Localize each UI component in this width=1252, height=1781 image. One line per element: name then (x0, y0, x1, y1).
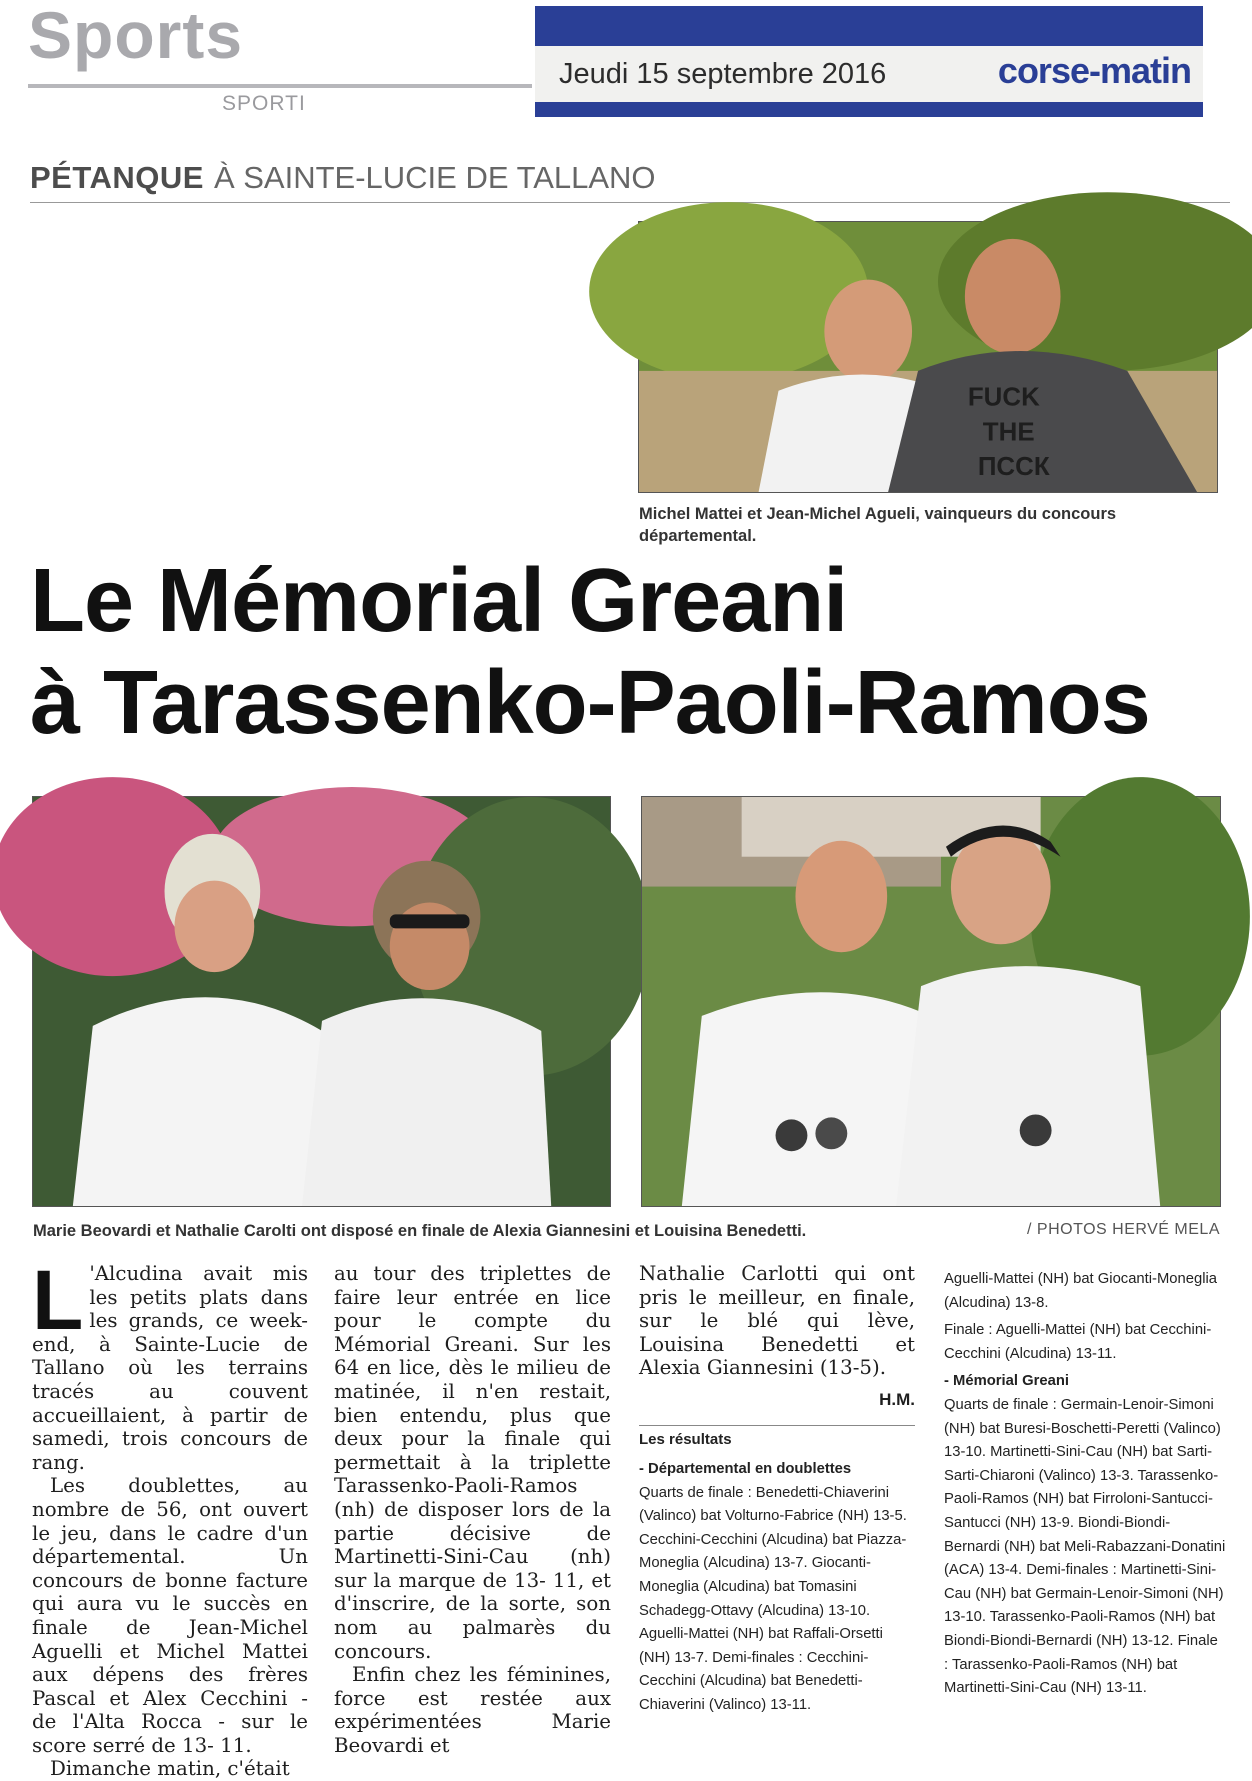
article-column-3 (639, 1262, 915, 1412)
kicker-place: À SAINTE-LUCIE DE TALLANO (213, 160, 656, 195)
masthead-section-corsican: SPORTI (222, 92, 306, 115)
article-paragraph-2: Les doublettes, au nombre de 56, ont ouvert le jeu, dans le cadre d'un départemental. Un concours de bonne facture qui aura vu le succès en finale de Jean-Michel Aguelli et Michel Mattei aux dépens des frères Pascal et Alex Cecchini - de l'Alta Rocca - sur le score serré de 13- 11. (32, 1474, 308, 1757)
results-column-4 (944, 1268, 1226, 1701)
results-mem-heading: - Mémorial Greani (944, 1373, 1069, 1390)
photo-caption-main: Marie Beovardi et Nathalie Carolti ont disposé en finale de Alexia Giannesini et Louisina Benedetti. (33, 1222, 807, 1240)
results-dep-heading: - Départemental en doublettes (639, 1461, 852, 1477)
article-paragraph-4-cont: Nathalie Carlotti qui ont pris le meilleur, en finale, sur le blé qui lève, Louisina Benedetti et Alexia Giannesini (13-5). (639, 1262, 915, 1380)
article-paragraph-3-cont: au tour des triplettes de faire leur entrée en lice pour le compte du Mémorial Greani. Sur les 64 en lice, dès le milieu de matinée, il n'en restait, bien entendu, plus que deux pour la finale qui permettait à la triplette Tarassenko-Paoli-Ramos (nh) de disposer lors de la partie décisive de Martinetti-Sini-Cau (nh) sur la marque de 13- 11, et d'inscrire, de la sorte, son nom au palmarès du concours. (334, 1262, 611, 1663)
svg-text:THE: THE (982, 418, 1035, 447)
article-column-2 (334, 1262, 611, 1757)
results-dep-final: Finale : Aguelli-Mattei (NH) bat Cecchini-Cecchini (Alcudina) 13-11. (944, 1322, 1212, 1362)
headline-line-1: Le Mémorial Greani (30, 551, 848, 651)
headline (30, 550, 1220, 754)
article-signature: H.M. (879, 1389, 915, 1409)
article-column-1 (32, 1253, 308, 1781)
date-band (535, 6, 1203, 117)
headline-line-2: à Tarassenko-Paoli-Ramos (30, 653, 1150, 753)
article-paragraph-1: L 'Alcudina avait mis les petits plats dans les grands, ce week-end, à Sainte-Lucie de Tallano où les terrains tracés au couvent accueillaient, à partir de samedi, trois concours de rang. (32, 1253, 308, 1474)
photo-caption-top: Michel Mattei et Jean-Michel Agueli, vainqueurs du concours départemental. (639, 505, 1117, 546)
svg-text:ПССК: ПССК (977, 453, 1050, 482)
photo-women-finalists (32, 796, 611, 1207)
photo-credit: / PHOTOS HERVÉ MELA (1027, 1221, 1220, 1238)
newspaper-logo: corse-matin (997, 50, 1191, 91)
results-column-3 (639, 1458, 915, 1718)
masthead-section: Sports (28, 0, 244, 72)
results-title: Les résultats (639, 1431, 732, 1448)
photo-young-finalists (641, 796, 1221, 1207)
issue-date: Jeudi 15 septembre 2016 (559, 58, 887, 90)
results-dep-text: Quarts de finale : Benedetti-Chiaverini (Valinco) bat Volturno-Fabrice (NH) 13-5. Cecchini-Cecchini (Alcudina) bat Piazza-Moneglia (Alcudina) 13-7. Giocanti-Moneglia (Alcudina) bat Tomasini Schadegg-Ottavy (Alcudina) 13-10. Aguelli-Mattei (NH) bat Raffali-Orsetti (NH) 13-7. Demi-finales : Cecchini-Cecchini (Alcudina) bat Benedetti-Chiaverini (Valinco) 13-11. (639, 1484, 907, 1713)
dropcap: L (32, 1253, 84, 1347)
kicker-sport: PÉTANQUE (30, 160, 204, 195)
svg-text:FUCK: FUCK (967, 383, 1040, 412)
masthead-rule (28, 84, 532, 88)
photo-winners-men (638, 221, 1218, 493)
kicker (30, 160, 656, 196)
article-paragraph-4-start: Enfin chez les féminines, force est restée aux expérimentées Marie Beovardi et (334, 1663, 611, 1757)
results-mem-text: Quarts de finale : Germain-Lenoir-Simoni (NH) bat Buresi-Boschetti-Peretti (Valinco) 13-10. Martinetti-Sini-Cau (NH) bat Sarti-Sarti-Chiaroni (Valinco) 13-3. Tarassenko-Paoli-Ramos (NH) bat Firroloni-Santucci-Santucci (NH) 13-9. Biondi-Biondi-Bernardi (NH) bat Meli-Rabazzani-Donatini (ACA) 13-4. Demi-finales : Martinetti-Sini-Cau (NH) bat Germain-Lenoir-Simoni (NH) 13-10. Tarassenko-Paoli-Ramos (NH) bat Biondi-Biondi-Bernardi (NH) 13-12. Finale : Tarassenko-Paoli-Ramos (NH) bat Martinetti-Sini-Cau (NH) 13-11. (944, 1396, 1226, 1697)
results-rule (639, 1425, 915, 1426)
results-dep-text-cont: Aguelli-Mattei (NH) bat Giocanti-Moneglia (Alcudina) 13-8. (944, 1271, 1218, 1311)
article-paragraph-3-start: Dimanche matin, c'était (50, 1757, 290, 1781)
